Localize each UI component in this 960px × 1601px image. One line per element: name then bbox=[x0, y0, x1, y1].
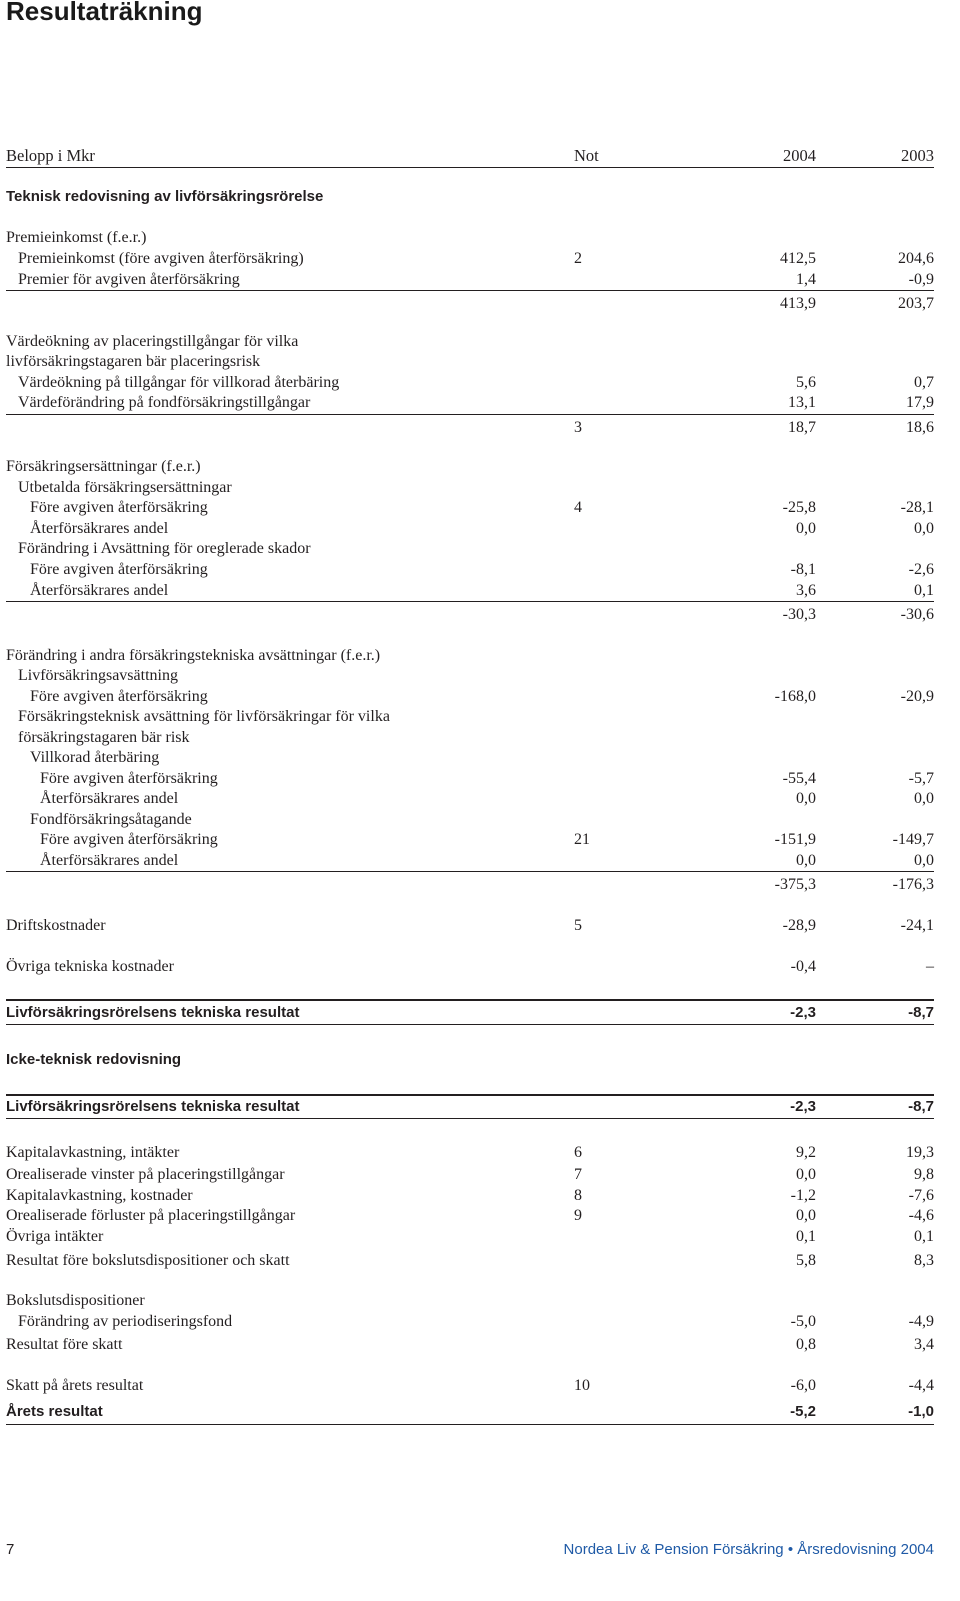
table-row bbox=[0, 477, 960, 499]
note-reference: 10 bbox=[574, 1377, 590, 1394]
row-label: Förändring i andra försäkringstekniska avsättningar (f.e.r.) bbox=[6, 647, 381, 664]
row-label: Orealiserade förluster på placeringstillgångar bbox=[6, 1207, 296, 1224]
value-2003: 0,0 bbox=[914, 852, 934, 869]
table-row bbox=[0, 559, 960, 581]
amount-unit-label: Belopp i Mkr bbox=[6, 146, 95, 165]
table-row bbox=[0, 956, 960, 978]
table-row bbox=[0, 1226, 960, 1248]
value-2004: -28,9 bbox=[782, 917, 816, 934]
table-row bbox=[0, 686, 960, 708]
table-row bbox=[0, 1164, 960, 1186]
row-label: Försäkringsersättningar (f.e.r.) bbox=[6, 458, 201, 475]
row-label: Före avgiven återförsäkring bbox=[30, 561, 208, 578]
value-2003: -0,9 bbox=[908, 271, 934, 288]
column-header-row bbox=[0, 145, 960, 167]
table-row bbox=[0, 850, 960, 872]
value-2003: -149,7 bbox=[892, 831, 934, 848]
value-2004: 5,6 bbox=[796, 374, 816, 391]
value-2004: -0,4 bbox=[790, 958, 816, 975]
value-2003: 0,0 bbox=[914, 520, 934, 537]
row-label: Övriga intäkter bbox=[6, 1228, 104, 1245]
value-2004: 0,0 bbox=[796, 852, 816, 869]
value-2004: -5,0 bbox=[790, 1313, 816, 1330]
note-reference: 9 bbox=[574, 1207, 582, 1224]
row-label: Orealiserade vinster på placeringstillgångar bbox=[6, 1166, 285, 1183]
note-reference: 2 bbox=[574, 250, 582, 267]
year-2003-header: 2003 bbox=[901, 146, 934, 165]
row-label: Icke-teknisk redovisning bbox=[6, 1051, 182, 1068]
table-row bbox=[0, 456, 960, 478]
subtotal-row bbox=[0, 293, 960, 315]
value-2004: -30,3 bbox=[782, 606, 816, 623]
row-label: Återförsäkrares andel bbox=[30, 582, 169, 599]
note-reference: 8 bbox=[574, 1187, 582, 1204]
value-2003: 0,1 bbox=[914, 582, 934, 599]
value-2004: -55,4 bbox=[782, 770, 816, 787]
value-2003: -28,1 bbox=[900, 499, 934, 516]
row-label: Återförsäkrares andel bbox=[40, 790, 179, 807]
value-2004: 0,8 bbox=[796, 1336, 816, 1353]
row-label: Återförsäkrares andel bbox=[40, 852, 179, 869]
note-reference: 4 bbox=[574, 499, 582, 516]
note-reference: 21 bbox=[574, 831, 590, 848]
value-2003: -24,1 bbox=[900, 917, 934, 934]
value-2003: 0,1 bbox=[914, 1228, 934, 1245]
table-row bbox=[0, 227, 960, 249]
page-title: Resultaträkning bbox=[6, 0, 203, 26]
row-label: Före avgiven återförsäkring bbox=[30, 688, 208, 705]
publication-title: Nordea Liv & Pension Försäkring • Årsredovisning 2004 bbox=[563, 1541, 934, 1558]
table-rule-line bbox=[6, 414, 934, 415]
value-2004: 13,1 bbox=[788, 394, 816, 411]
table-row bbox=[0, 809, 960, 831]
value-2003: -4,4 bbox=[908, 1377, 934, 1394]
value-2004: -151,9 bbox=[774, 831, 816, 848]
row-label: Värdeökning av placeringstillgångar för vilka bbox=[6, 333, 299, 350]
table-row bbox=[0, 331, 960, 353]
table-row bbox=[0, 580, 960, 602]
value-2003: -176,3 bbox=[892, 876, 934, 893]
row-label: Övriga tekniska kostnader bbox=[6, 958, 174, 975]
table-row bbox=[0, 248, 960, 270]
value-2003: -8,7 bbox=[908, 1004, 934, 1021]
row-label: Före avgiven återförsäkring bbox=[40, 831, 218, 848]
value-2004: -8,1 bbox=[790, 561, 816, 578]
row-label: Livförsäkringsrörelsens tekniska resultat bbox=[6, 1004, 300, 1021]
value-2003: 0,0 bbox=[914, 790, 934, 807]
value-2003: 17,9 bbox=[906, 394, 934, 411]
row-label: Driftskostnader bbox=[6, 917, 106, 934]
note-reference: 3 bbox=[574, 419, 582, 436]
table-row bbox=[0, 269, 960, 291]
row-label: Årets resultat bbox=[6, 1403, 103, 1420]
value-2004: 9,2 bbox=[796, 1144, 816, 1161]
value-2003: – bbox=[926, 958, 934, 975]
value-2003: -7,6 bbox=[908, 1187, 934, 1204]
value-2004: 0,1 bbox=[796, 1228, 816, 1245]
row-label: Livförsäkringsavsättning bbox=[18, 667, 178, 684]
table-row bbox=[0, 518, 960, 540]
note-column-header: Not bbox=[574, 146, 599, 165]
value-2003: 9,8 bbox=[914, 1166, 934, 1183]
value-2004: -25,8 bbox=[782, 499, 816, 516]
value-2003: -4,9 bbox=[908, 1313, 934, 1330]
row-label: Utbetalda försäkringsersättningar bbox=[18, 479, 232, 496]
table-rule-line bbox=[6, 999, 934, 1001]
table-rule-line bbox=[6, 1118, 934, 1119]
table-row bbox=[0, 1205, 960, 1227]
value-2003: 19,3 bbox=[906, 1144, 934, 1161]
note-reference: 7 bbox=[574, 1166, 582, 1183]
value-2004: -2,3 bbox=[790, 1098, 816, 1115]
value-2003: 18,6 bbox=[906, 419, 934, 436]
page-footer bbox=[0, 1541, 960, 1563]
value-2003: -8,7 bbox=[908, 1098, 934, 1115]
value-2004: 5,8 bbox=[796, 1252, 816, 1269]
value-2004: -5,2 bbox=[790, 1403, 816, 1420]
table-rule-line bbox=[6, 1024, 934, 1025]
subtotal-row bbox=[0, 874, 960, 896]
result-row bbox=[0, 1002, 960, 1024]
subtotal-row bbox=[0, 604, 960, 626]
row-label: Premieinkomst (före avgiven återförsäkring) bbox=[18, 250, 304, 267]
table-row bbox=[0, 788, 960, 810]
row-label: Premier för avgiven återförsäkring bbox=[18, 271, 240, 288]
row-label: Förändring av periodiseringsfond bbox=[18, 1313, 233, 1330]
table-row bbox=[0, 497, 960, 519]
row-label: Värdeförändring på fondförsäkringstillgångar bbox=[18, 394, 311, 411]
value-2004: -168,0 bbox=[774, 688, 816, 705]
row-label: Skatt på årets resultat bbox=[6, 1377, 144, 1394]
value-2004: -1,2 bbox=[790, 1187, 816, 1204]
table-row bbox=[0, 747, 960, 769]
value-2004: 0,0 bbox=[796, 790, 816, 807]
value-2004: 18,7 bbox=[788, 419, 816, 436]
note-reference: 6 bbox=[574, 1144, 582, 1161]
table-rule-line bbox=[6, 1424, 934, 1425]
row-label: Bokslutsdispositioner bbox=[6, 1292, 145, 1309]
row-label: Värdeökning på tillgångar för villkorad återbäring bbox=[18, 374, 340, 391]
row-label: Fondförsäkringsåtagande bbox=[30, 811, 192, 828]
table-row bbox=[0, 706, 960, 728]
table-row bbox=[0, 392, 960, 414]
value-2003: -20,9 bbox=[900, 688, 934, 705]
value-2003: 8,3 bbox=[914, 1252, 934, 1269]
note-reference: 5 bbox=[574, 917, 582, 934]
value-2004: 0,0 bbox=[796, 520, 816, 537]
row-label: försäkringstagaren bär risk bbox=[18, 729, 190, 746]
row-label: Före avgiven återförsäkring bbox=[30, 499, 208, 516]
year-2004-header: 2004 bbox=[783, 146, 816, 165]
result-row bbox=[0, 1096, 960, 1118]
table-row bbox=[0, 768, 960, 790]
row-label: Före avgiven återförsäkring bbox=[40, 770, 218, 787]
section-heading-row bbox=[0, 1049, 960, 1071]
row-label: Villkorad återbäring bbox=[30, 749, 160, 766]
value-2003: -2,6 bbox=[908, 561, 934, 578]
table-row bbox=[0, 1334, 960, 1356]
table-row bbox=[0, 1290, 960, 1312]
value-2004: -375,3 bbox=[774, 876, 816, 893]
page-number: 7 bbox=[6, 1541, 15, 1558]
value-2004: 413,9 bbox=[780, 295, 816, 312]
row-label: Resultat före bokslutsdispositioner och skatt bbox=[6, 1252, 290, 1269]
value-2004: 0,0 bbox=[796, 1166, 816, 1183]
value-2004: -2,3 bbox=[790, 1004, 816, 1021]
table-row bbox=[0, 1250, 960, 1272]
row-label: Försäkringsteknisk avsättning för livförsäkringar för vilka bbox=[18, 708, 390, 725]
table-row bbox=[0, 351, 960, 373]
row-label: Resultat före skatt bbox=[6, 1336, 123, 1353]
table-row bbox=[0, 727, 960, 749]
table-row bbox=[0, 538, 960, 560]
table-row bbox=[0, 829, 960, 851]
table-rule-line bbox=[6, 167, 934, 168]
table-row bbox=[0, 1185, 960, 1207]
table-row bbox=[0, 915, 960, 937]
row-label: Förändring i Avsättning för oreglerade skador bbox=[18, 540, 311, 557]
row-label: Livförsäkringsrörelsens tekniska resultat bbox=[6, 1098, 300, 1115]
value-2003: -1,0 bbox=[908, 1403, 934, 1420]
value-2003: -30,6 bbox=[900, 606, 934, 623]
table-row bbox=[0, 645, 960, 667]
table-row bbox=[0, 1142, 960, 1164]
value-2004: 1,4 bbox=[796, 271, 816, 288]
result-row bbox=[0, 1401, 960, 1423]
row-label: Teknisk redovisning av livförsäkringsrörelse bbox=[6, 188, 324, 205]
table-row bbox=[0, 372, 960, 394]
value-2003: 0,7 bbox=[914, 374, 934, 391]
value-2004: 0,0 bbox=[796, 1207, 816, 1224]
value-2004: 412,5 bbox=[780, 250, 816, 267]
value-2003: 204,6 bbox=[898, 250, 934, 267]
row-label: Återförsäkrares andel bbox=[30, 520, 169, 537]
table-row bbox=[0, 1311, 960, 1333]
subtotal-row bbox=[0, 417, 960, 439]
value-2003: -5,7 bbox=[908, 770, 934, 787]
value-2004: 3,6 bbox=[796, 582, 816, 599]
value-2004: -6,0 bbox=[790, 1377, 816, 1394]
section-heading-row bbox=[0, 186, 960, 208]
row-label: Kapitalavkastning, intäkter bbox=[6, 1144, 180, 1161]
value-2003: 203,7 bbox=[898, 295, 934, 312]
value-2003: -4,6 bbox=[908, 1207, 934, 1224]
table-row bbox=[0, 665, 960, 687]
value-2003: 3,4 bbox=[914, 1336, 934, 1353]
row-label: Kapitalavkastning, kostnader bbox=[6, 1187, 193, 1204]
table-row bbox=[0, 1375, 960, 1397]
row-label: Premieinkomst (f.e.r.) bbox=[6, 229, 147, 246]
row-label: livförsäkringstagaren bär placeringsrisk bbox=[6, 353, 261, 370]
